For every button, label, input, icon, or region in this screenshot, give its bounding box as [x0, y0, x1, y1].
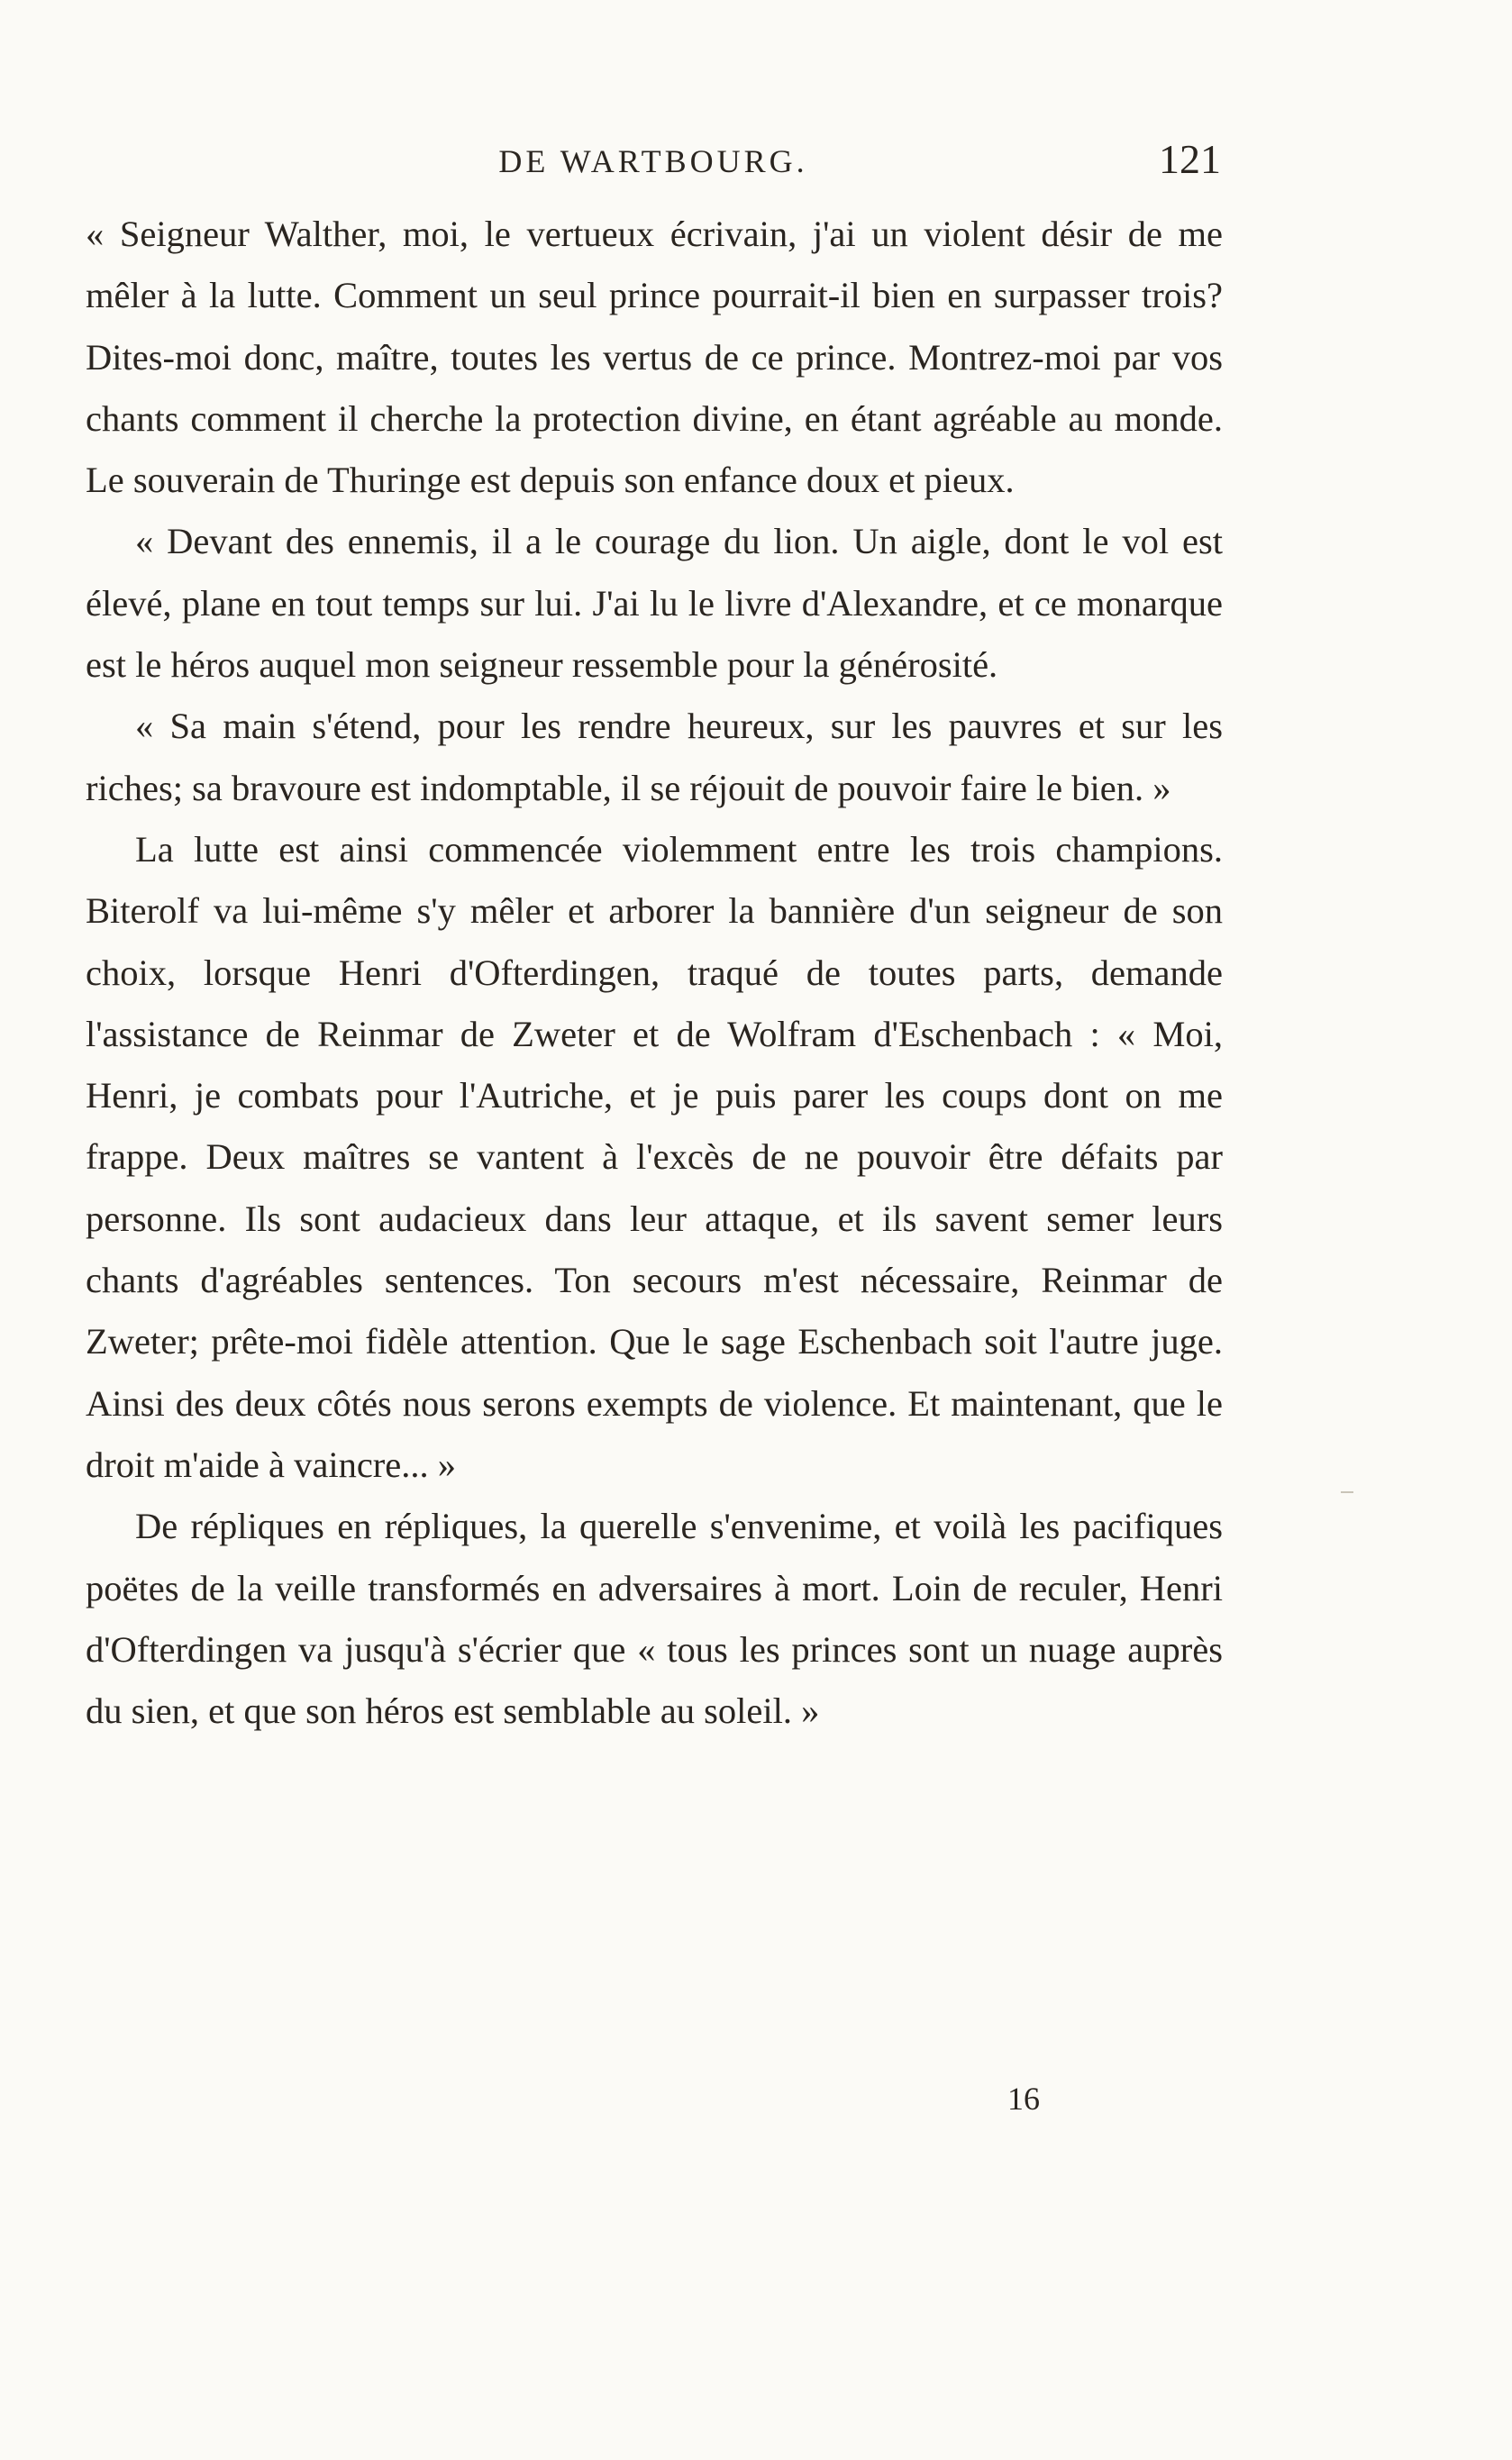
body-text	[86, 204, 1223, 1742]
paragraph-3: « Sa main s'étend, pour les rendre heureux, sur les pauvres et sur les riches; sa bravoure est indomptable, il se réjouit de pouvoir faire le bien. »	[86, 706, 1223, 808]
paragraph-1: « Seigneur Walther, moi, le vertueux écrivain, j'ai un violent désir de me mêler à la lutte. Comment un seul prince pourrait-il bien en surpasser trois? Dites-moi donc, maître, toutes les vertus de ce prince. Montrez-moi par vos chants comment il cherche la protection divine, en étant agréable au monde. Le souverain de Thuringe est depuis son enfance doux et pieux.	[86, 214, 1223, 501]
stray-ink-mark	[1341, 1491, 1353, 1493]
paragraph-2: « Devant des ennemis, il a le courage du lion. Un aigle, dont le vol est élevé, plane en tout temps sur lui. J'ai lu le livre d'Alexandre, et ce monarque est le héros auquel mon seigneur ressemble pour la générosité.	[86, 521, 1223, 686]
signature-mark: 16	[1007, 2081, 1040, 2117]
paragraph-5: De répliques en répliques, la querelle s'envenime, et voilà les pacifiques poëtes de la veille transformés en adversaires à mort. Loin de reculer, Henri d'Ofterdingen va jusqu'à s'écrier que « tous les princes sont un nuage auprès du sien, et que son héros est semblable au soleil. »	[86, 1506, 1223, 1732]
running-title: DE WARTBOURG.	[498, 143, 808, 179]
page-number: 121	[1159, 136, 1221, 182]
running-head	[86, 135, 1221, 189]
paragraph-4: La lutte est ainsi commencée violemment entre les trois champions. Biterolf va lui-même s'y mêler et arborer la bannière d'un seigneur de son choix, lorsque Henri d'Ofterdingen, traqué de toutes parts, demande l'assistance de Reinmar de Zweter et de Wolfram d'Eschenbach : « Moi, Henri, je combats pour l'Autriche, et je puis parer les coups dont on me frappe. Deux maîtres se vantent à l'excès de ne pouvoir être défaits par personne. Ils sont audacieux dans leur attaque, et ils savent semer leurs chants d'agréables sentences. Ton secours m'est nécessaire, Reinmar de Zweter; prête-moi fidèle attention. Que le sage Eschenbach soit l'autre juge. Ainsi des deux côtés nous serons exempts de violence. Et maintenant, que le droit m'aide à vaincre... »	[86, 828, 1223, 1485]
